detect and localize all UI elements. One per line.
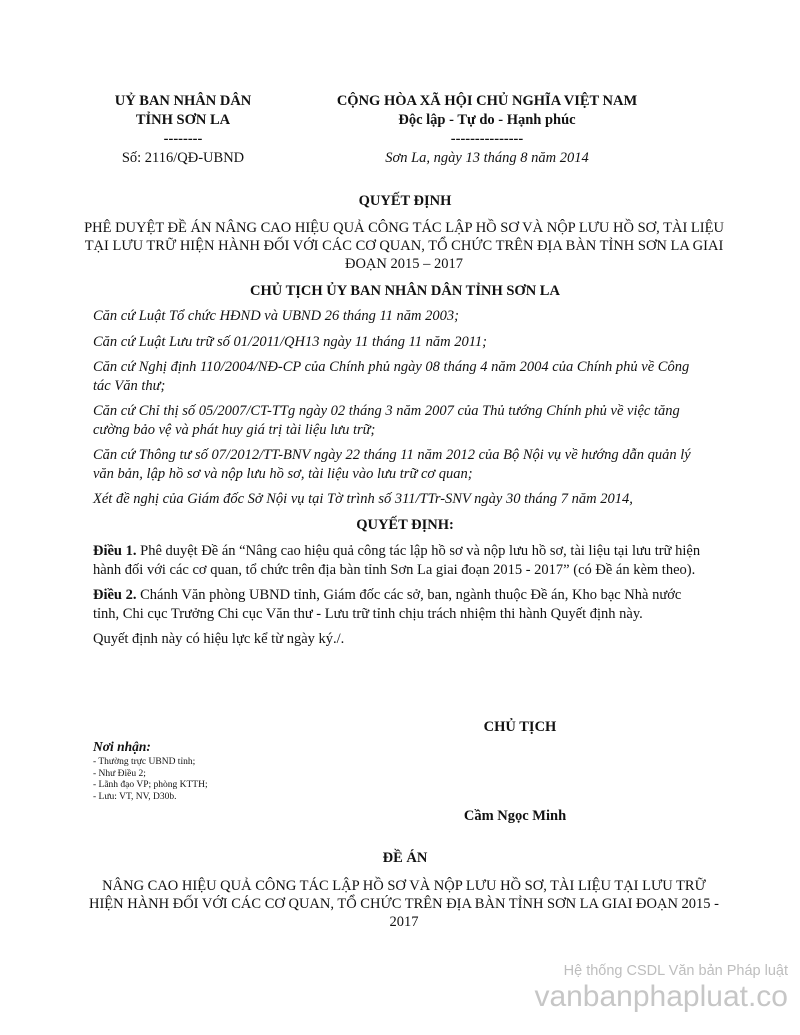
- issuer-name: UỶ BAN NHÂN DÂN: [114, 93, 252, 109]
- article-2-label: Điều 2.: [93, 587, 137, 603]
- article-1-text: Phê duyệt Đề án “Nâng cao hiệu quả công tác lập hồ sơ và nộp lưu hồ sơ, tài liệu tại lưu trữ hiện hành đối với các cơ quan, tổ chức trên địa bàn tỉnh Sơn La giai đoạn 2015 - 2017” (có Đề án kèm theo).: [93, 543, 701, 578]
- issuer-separator: --------: [163, 131, 203, 147]
- issuer-block: [88, 92, 278, 168]
- document-date: Sơn La, ngày 13 tháng 8 năm 2014: [385, 150, 589, 166]
- legal-bases: [93, 307, 708, 509]
- articles: [93, 542, 708, 649]
- article-1: [93, 542, 708, 579]
- legal-basis-item: Xét đề nghị của Giám đốc Sở Nội vụ tại Tờ trình số 311/TTr-SNV ngày 30 tháng 7 năm 2014,: [93, 491, 633, 507]
- decision-subtitle: PHÊ DUYỆT ĐỀ ÁN NÂNG CAO HIỆU QUẢ CÔNG TÁC LẬP HỒ SƠ VÀ NỘP LƯU HỒ SƠ, TÀI LIỆU TẠI LƯU TRỮ HIỆN HÀNH ĐỐI VỚI CÁC CƠ QUAN, TỔ CHỨC TRÊN ĐỊA BÀN TỈNH SƠN LA GIAI ĐOẠN 2015 – 2017: [84, 220, 724, 272]
- legal-basis-item: Căn cứ Nghị định 110/2004/NĐ-CP của Chính phủ ngày 08 tháng 4 năm 2004 của Chính phủ về Công tác Văn thư;: [93, 359, 690, 394]
- decision-title: QUYẾT ĐỊNH: [358, 193, 452, 209]
- signer-position: CHỦ TỊCH: [483, 719, 557, 735]
- effect-clause: Quyết định này có hiệu lực kể từ ngày ký./.: [93, 631, 345, 647]
- recipient-item: - Lãnh đạo VP; phòng KTTH;: [93, 780, 208, 790]
- recipients-label: Nơi nhận:: [93, 739, 151, 754]
- legal-basis-item: Căn cứ Chỉ thị số 05/2007/CT-TTg ngày 02 tháng 3 năm 2007 của Thủ tướng Chính phủ về việc tăng cường bảo vệ và phát huy giá trị tài liệu lưu trữ;: [93, 403, 680, 438]
- document-number: Số: 2116/QĐ-UBND: [121, 150, 245, 166]
- national-title: CỘNG HÒA XÃ HỘI CHỦ NGHĨA VIỆT NAM: [336, 93, 638, 109]
- recipient-item: - Như Điều 2;: [93, 768, 146, 779]
- article-2-text: Chánh Văn phòng UBND tỉnh, Giám đốc các sở, ban, ngành thuộc Đề án, Kho bạc Nhà nước tỉnh, Chi cục Trưởng Chi cục Văn thư - Lưu trữ tỉnh chịu trách nhiệm thi hành Quyết định này.: [93, 587, 682, 622]
- article-1-label: Điều 1.: [93, 543, 137, 559]
- watermark-caption: Hệ thống CSDL Văn bản Pháp luật: [563, 963, 788, 979]
- national-header: [282, 92, 692, 168]
- watermark-site: vanbanphapluat.co: [534, 980, 788, 1013]
- recipient-item: - Lưu: VT, NV, D30b.: [93, 791, 177, 802]
- annex-subtitle: NÂNG CAO HIỆU QUẢ CÔNG TÁC LẬP HỒ SƠ VÀ NỘP LƯU HỒ SƠ, TÀI LIỆU TẠI LƯU TRỮ HIỆN HÀNH ĐỐI VỚI CÁC CƠ QUAN, TỔ CHỨC TRÊN ĐỊA BÀN TỈNH SƠN LA GIAI ĐOẠN 2015 - 2017: [88, 878, 720, 930]
- annex-title: ĐỀ ÁN: [382, 850, 428, 866]
- issuer-province: TỈNH SƠN LA: [135, 112, 231, 128]
- decision-authority: CHỦ TỊCH ỦY BAN NHÂN DÂN TỈNH SƠN LA: [250, 283, 560, 299]
- recipients-list: [93, 757, 208, 803]
- national-motto: Độc lập - Tự do - Hạnh phúc: [398, 112, 576, 128]
- decides-heading: QUYẾT ĐỊNH:: [356, 517, 454, 533]
- legal-basis-item: Căn cứ Luật Lưu trữ số 01/2011/QH13 ngày 11 tháng 11 năm 2011;: [93, 333, 488, 350]
- signer-name: Cầm Ngọc Minh: [463, 808, 567, 824]
- legal-basis-item: Căn cứ Luật Tổ chức HĐND và UBND 26 tháng 11 năm 2003;: [93, 308, 459, 324]
- article-2: [93, 586, 708, 623]
- national-separator: ---------------: [450, 131, 524, 147]
- legal-basis-item: Căn cứ Thông tư số 07/2012/TT-BNV ngày 22 tháng 11 năm 2012 của Bộ Nội vụ về hướng dẫn quản lý văn bản, lập hồ sơ và nộp lưu hồ sơ, tài liệu vào lưu trữ cơ quan;: [93, 447, 691, 482]
- recipient-item: - Thường trực UBND tỉnh;: [93, 757, 196, 767]
